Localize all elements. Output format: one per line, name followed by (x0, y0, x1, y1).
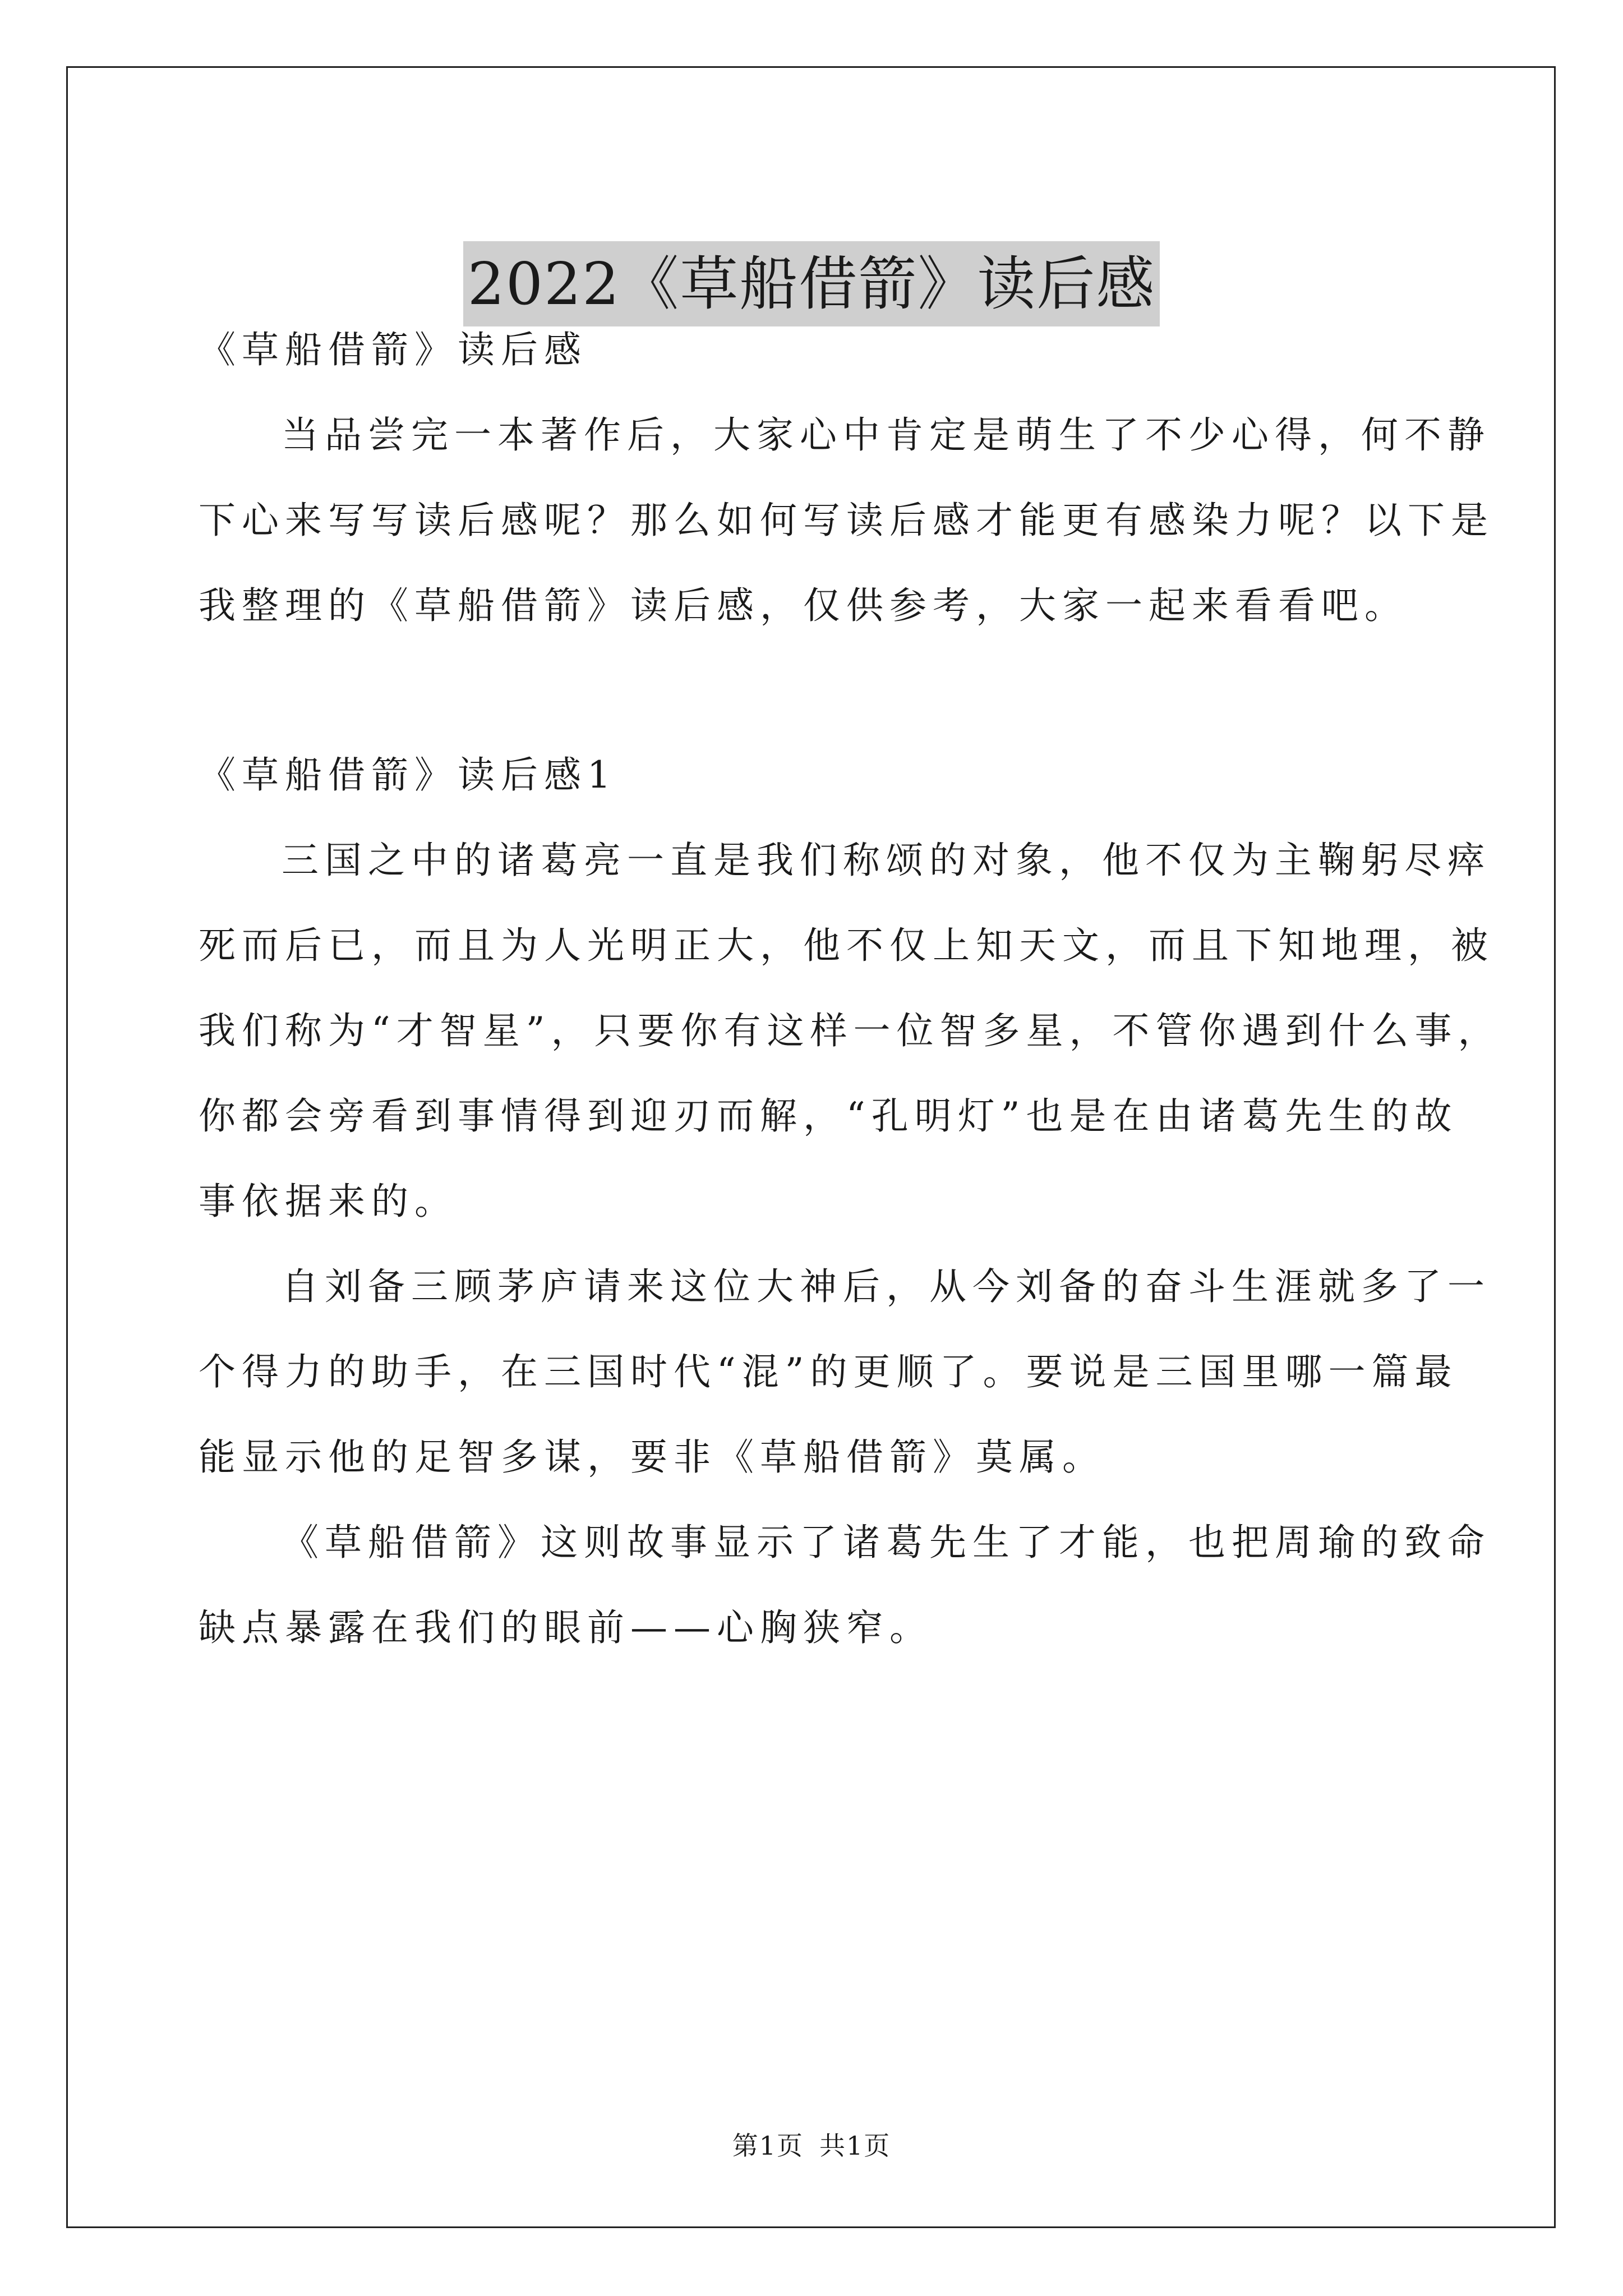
section-heading: 《草船借箭》读后感1 (199, 753, 617, 797)
intro-line: 当品尝完一本著作后，大家心中肯定是萌生了不少心得，何不静 (282, 413, 1491, 457)
document-body (199, 307, 1501, 1671)
paragraph-3-line: 缺点暴露在我们的眼前——心胸狭窄。 (199, 1606, 933, 1649)
paragraph-1-line: 事依据来的。 (199, 1180, 458, 1223)
paragraph-3-line: 《草船借箭》这则故事显示了诸葛先生了才能，也把周瑜的致命 (282, 1521, 1491, 1564)
page-number-current: 第1页 (732, 2131, 804, 2161)
paragraph-1-line: 我们称为“才智星”，只要你有这样一位智多星，不管你遇到什么事， (199, 1009, 1501, 1052)
paragraph-2-line: 能显示他的足智多谋，要非《草船借箭》莫属。 (199, 1435, 1105, 1479)
intro-line: 我整理的《草船借箭》读后感，仅供参考，大家一起来看看吧。 (199, 584, 1408, 627)
paragraph-1-line: 你都会旁看到事情得到迎刃而解，“孔明灯”也是在由诸葛先生的故 (199, 1094, 1458, 1138)
section-spacer (199, 648, 1455, 733)
paragraph-2-line: 自刘备三顾茅庐请来这位大神后，从今刘备的奋斗生涯就多了一 (282, 1265, 1491, 1308)
paragraph-1-line: 死而后已，而且为人光明正大，他不仅上知天文，而且下知地理，被 (199, 924, 1494, 967)
page-number-total: 共1页 (819, 2131, 891, 2161)
paragraph-1-line: 三国之中的诸葛亮一直是我们称颂的对象，他不仅为主鞠躬尽瘁 (282, 839, 1491, 882)
paragraph-2-line: 个得力的助手，在三国时代“混”的更顺了。要说是三国里哪一篇最 (199, 1350, 1458, 1393)
document-title: 2022《草船借箭》读后感 (463, 241, 1160, 326)
intro-line: 下心来写写读后感呢？那么如何写读后感才能更有感染力呢？以下是 (199, 499, 1494, 542)
document-heading: 《草船借箭》读后感 (199, 328, 587, 371)
page-footer (0, 2129, 1623, 2162)
